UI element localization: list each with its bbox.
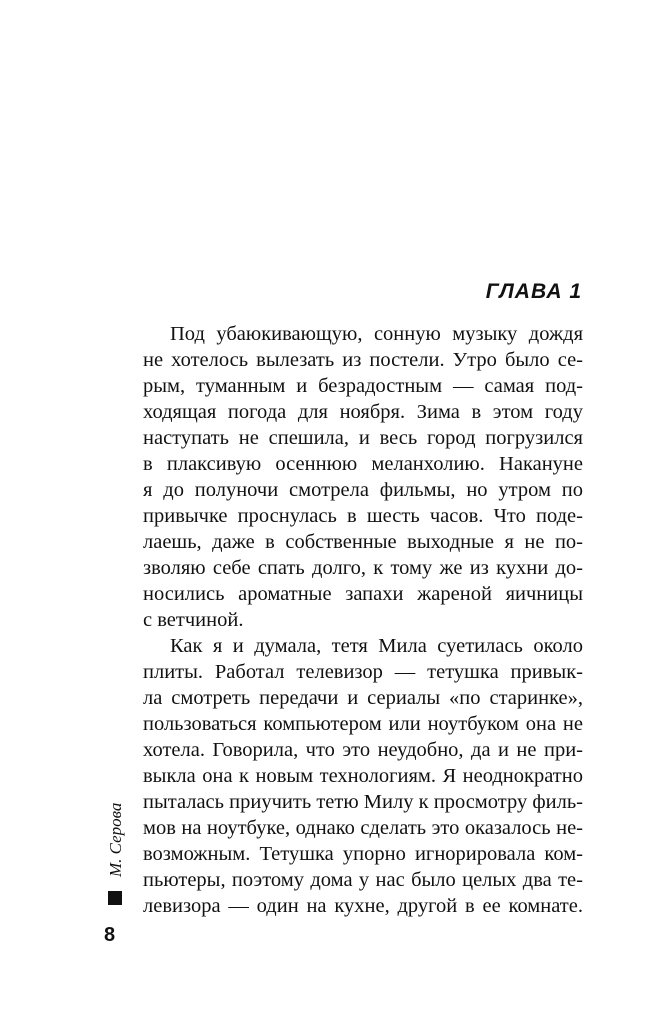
paragraph-line: Под убаюкивающую, сонную музыку дождя: [170, 323, 583, 345]
paragraph-line: пыталась приучить тетю Милу к просмотру филь-: [143, 791, 583, 813]
paragraph-line: в плаксивую осеннюю меланхолию. Накануне: [143, 453, 583, 475]
paragraph-line: ла смотреть передачи и сериалы «по старинке»,: [143, 687, 583, 709]
chapter-title: ГЛАВА 1: [485, 280, 582, 303]
paragraph-line: мов на ноутбуке, однако сделать это оказалось не-: [143, 817, 583, 839]
paragraph-line: Как я и думала, тетя Мила суетилась около: [170, 635, 583, 657]
running-head-author: М. Серова: [106, 802, 125, 878]
paragraph-line: возможным. Тетушка упорно игнорировала ком-: [143, 843, 583, 865]
paragraph-line: наступать не спешила, и весь город погрузился: [143, 427, 583, 449]
paragraph-line: привычке проснулась в шесть часов. Что поде-: [143, 505, 583, 527]
paragraph-line: пользоваться компьютером или ноутбуком она не: [143, 713, 583, 735]
page-number: 8: [104, 924, 116, 946]
paragraph-line: я до полуночи смотрела фильмы, но утром по: [143, 479, 583, 501]
paragraph-line: левизора — один на кухне, другой в ее комнате.: [143, 895, 583, 917]
paragraph-line: пьютеры, поэтому дома у нас было целых два те-: [143, 869, 583, 891]
paragraph-line: не хотелось вылезать из постели. Утро было се-: [143, 349, 583, 371]
paragraph-line: рым, туманным и безрадостным — самая под-: [143, 375, 583, 397]
paragraph-line: выкла она к новым технологиям. Я неоднократно: [143, 765, 583, 787]
square-marker-icon: [108, 891, 122, 905]
paragraph-line: носились ароматные запахи жареной яичницы: [143, 583, 583, 605]
paragraph-line: ходящая погода для ноября. Зима в этом году: [143, 401, 583, 423]
paragraph-line: с ветчиной.: [143, 609, 244, 631]
paragraph-line: хотела. Говорила, что это неудобно, да и не при-: [143, 739, 583, 761]
paragraph-line: зволяю себе спать долго, к тому же из кухни до-: [143, 557, 583, 579]
paragraph-line: плиты. Работал телевизор — тетушка привык-: [143, 661, 583, 683]
paragraph-line: лаешь, даже в собственные выходные я не по-: [143, 531, 583, 553]
